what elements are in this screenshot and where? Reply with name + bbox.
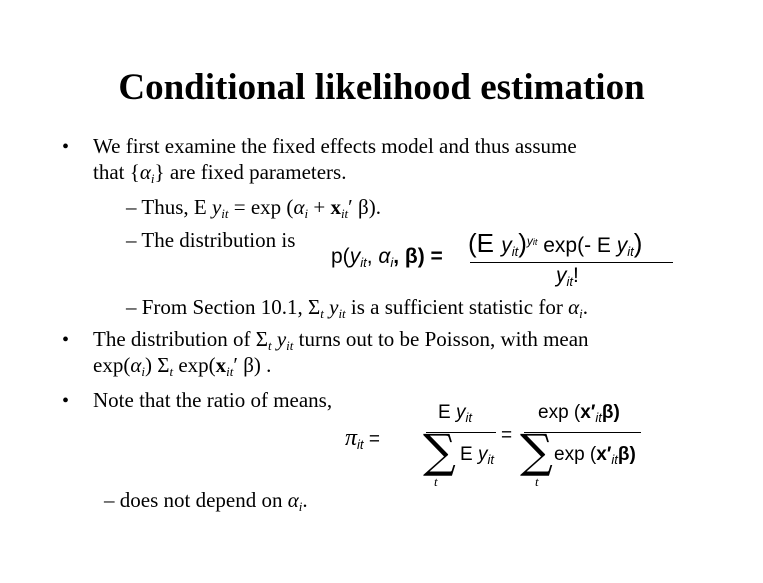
sub-bullet-4: – does not depend on $\alpha_i$. [104,488,308,514]
bullet-3-text: Note that the ratio of means, [93,388,333,412]
bullet-1-line-2: that $\{\alpha_i\}$ are fixed parameters. [93,160,347,186]
ratio-2-denominator: $\exp (x'_{it}\beta)$ [554,444,636,467]
slide-title: Conditional likelihood estimation [118,67,645,108]
ratio-of-means-lhs: $\pi_{it}$ = [345,425,380,452]
ratio-1-denominator: E $y_{it}$ [460,444,494,467]
fraction-bar [470,262,673,263]
summation-index-2: t [535,474,539,489]
bullet-1-line-1: We first examine the fixed effects model and thus assume [93,134,577,158]
sub-bullet-3: – From Section 10.1, $\Sigma_t$ $y_{it}$ is a sufficient statistic for $\alpha_i$. [126,295,588,321]
sub-bullet-1: – Thus, E $y_{it} = \exp (\alpha_i + x_{it}'$ β). [126,195,381,221]
sub-bullet-2: – The distribution is [126,228,296,252]
bullet-1-marker: • [62,136,70,158]
ratio-1-numerator: E $y_{it}$ [438,402,472,425]
ratio-2-numerator: $\exp (x'_{it}\beta)$ [538,402,620,425]
bullet-2-marker: • [62,329,70,351]
poisson-density-numerator: (E $y_{it})^{yit}$ exp(- E $y_{it}$) [468,228,643,259]
summation-index-1: t [434,474,438,489]
bullet-2-line-2: $\exp(\alpha_i)$ $\Sigma_t$ $\exp(x_{it}'$ β) . [93,353,272,379]
poisson-density-lhs: $p(y_{it}$, $\alpha_i$, β) = [331,245,443,270]
summation-sign-2: ∑ [520,424,553,478]
summation-sign-1: ∑ [423,424,456,478]
poisson-density-denominator: $y_{it}$! [556,264,579,289]
equals-sign: = [501,425,513,446]
bullet-2-line-1: The distribution of $\Sigma_t$ $y_{it}$ turns out to be Poisson, with mean [93,327,589,353]
bullet-3-marker: • [62,390,70,412]
